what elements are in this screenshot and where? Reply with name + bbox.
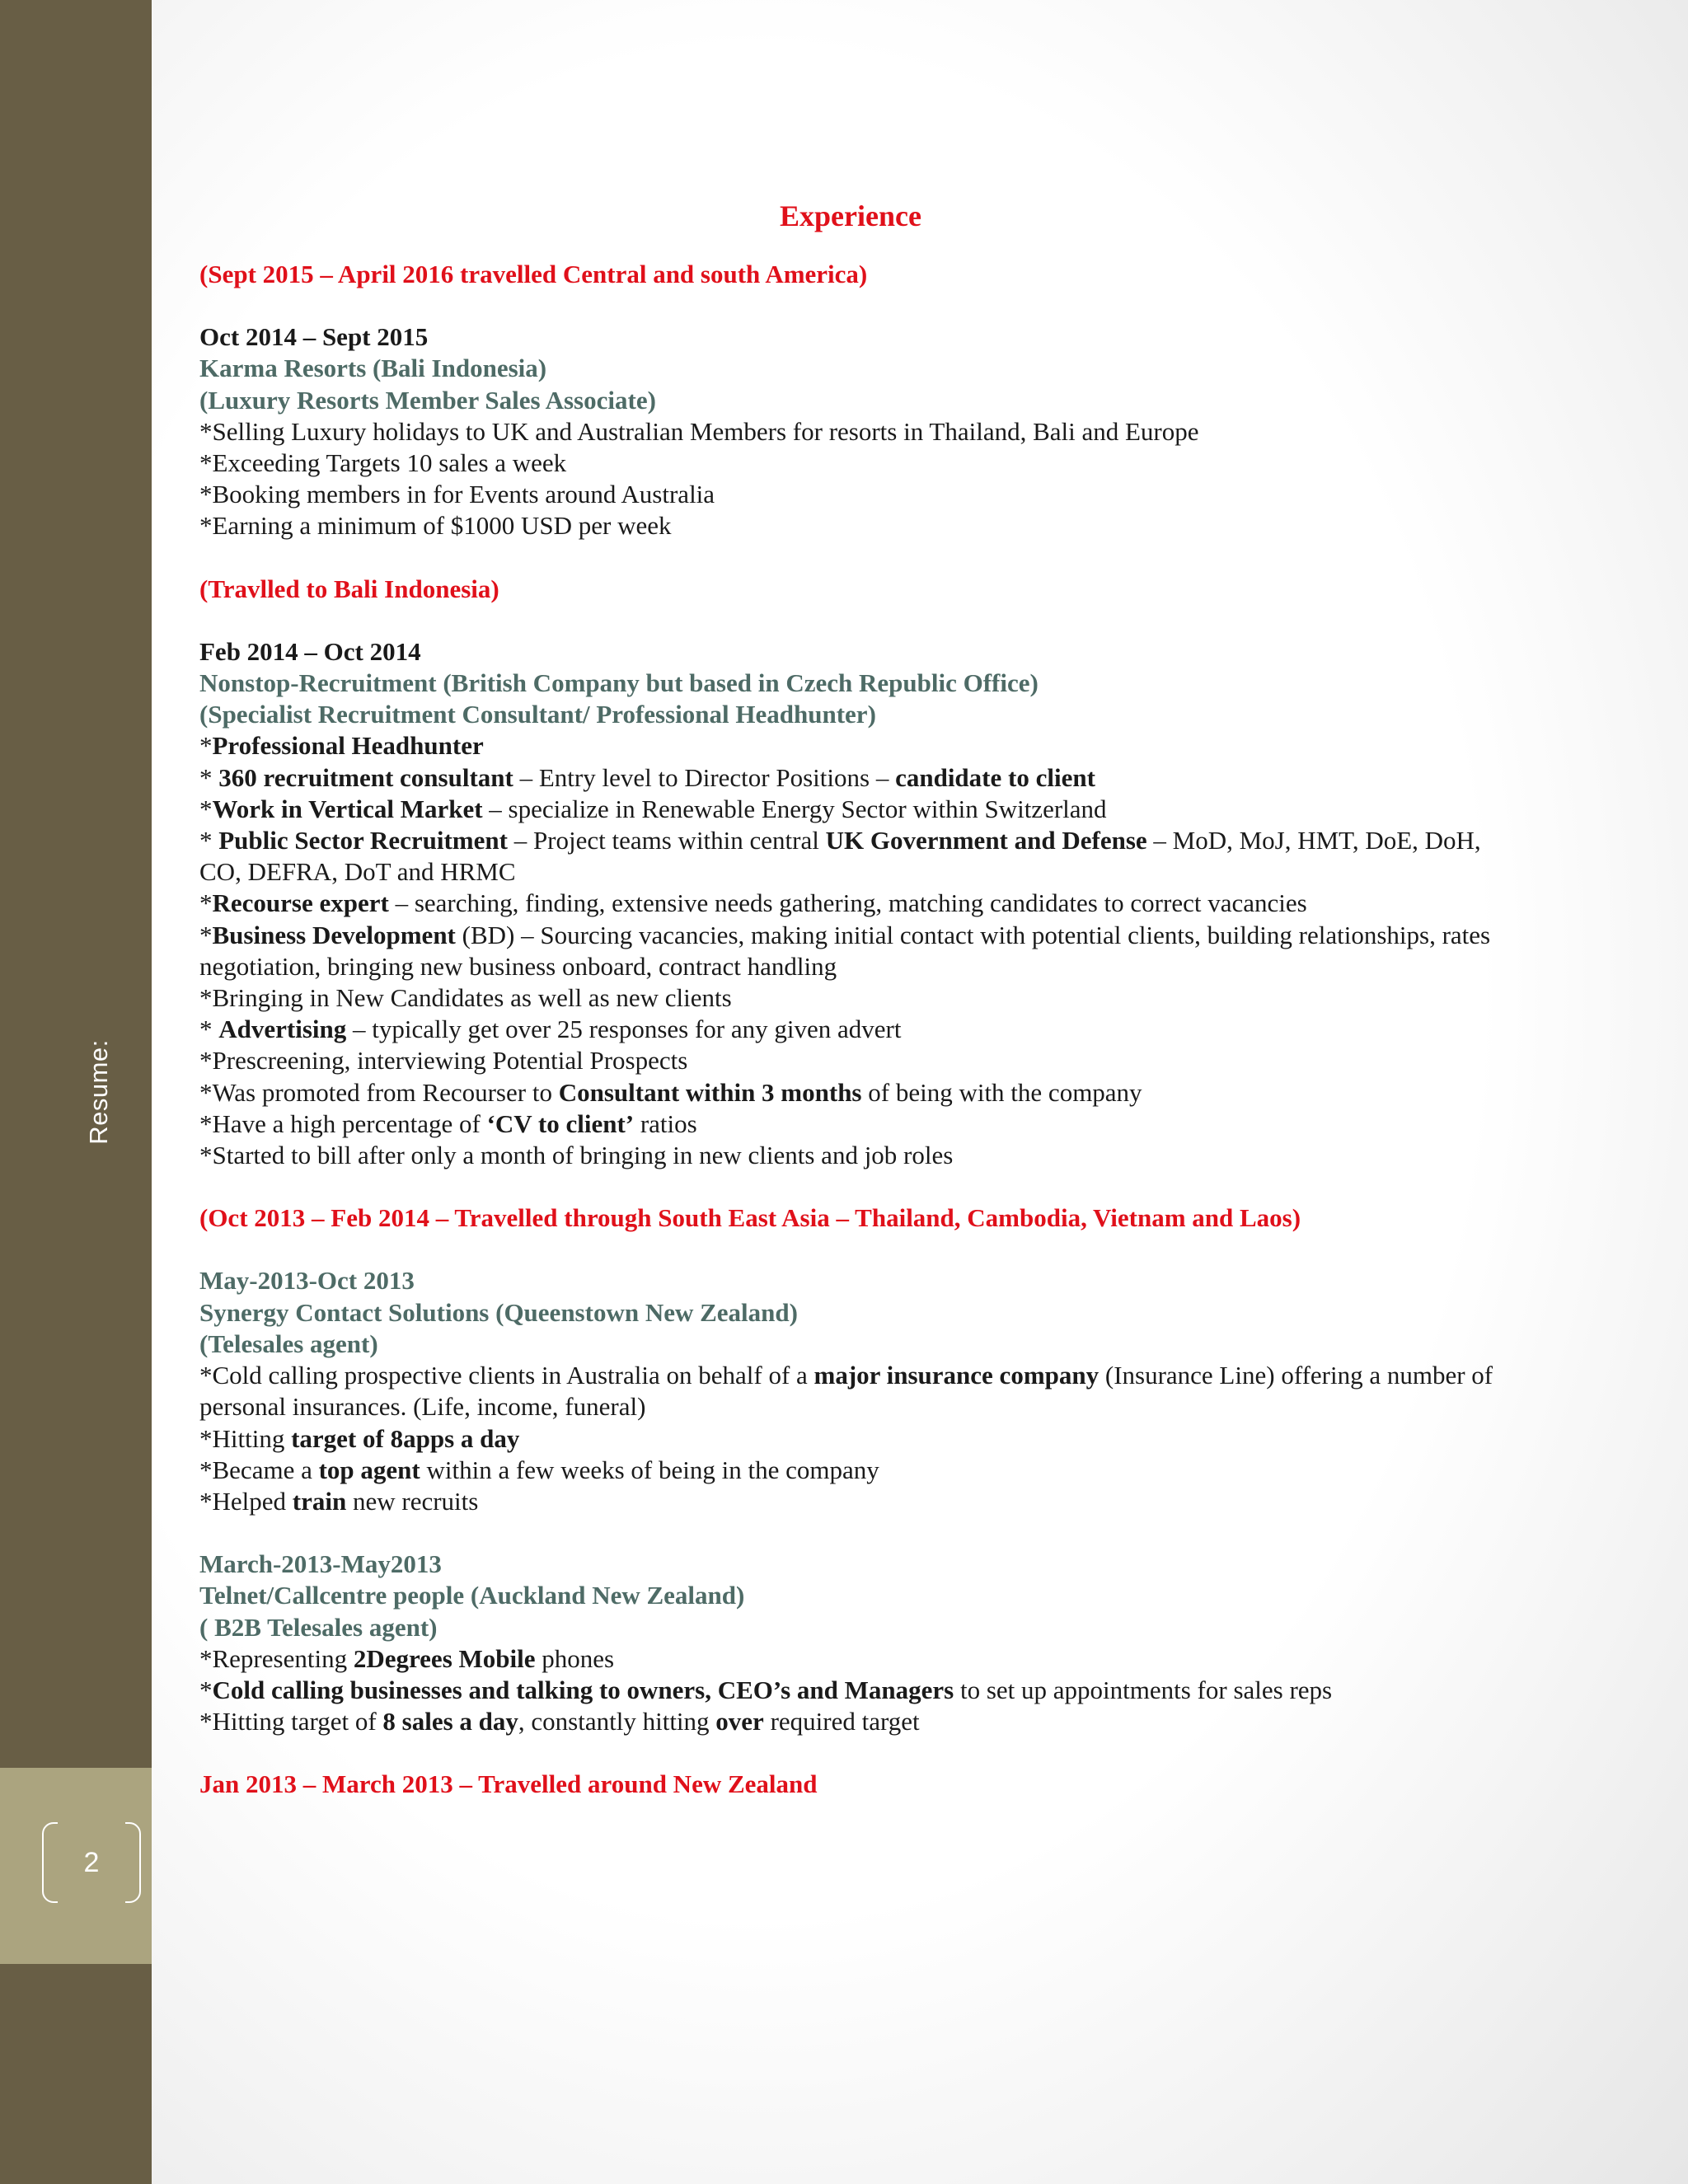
job-bullet: *Cold calling businesses and talking to owners, CEO’s and Managers to set up appointments for sales reps [199,1675,1333,1704]
job-dates: March-2013-May2013 [199,1549,442,1579]
job-bullet: * Public Sector Recruitment – Project teams within central UK Government and Defense – MoD, MoJ, HMT, DoE, DoH, CO, DEFRA, DoT and HRMC [199,826,1481,887]
job-bullet: *Have a high percentage of ‘CV to client’ ratios [199,1108,697,1138]
job-bullet: *Was promoted from Recourser to Consultant within 3 months of being with the company [199,1077,1142,1107]
job-bullet: *Bringing in New Candidates as well as new clients [199,983,732,1013]
job-bullet: *Business Development (BD) – Sourcing vacancies, making initial contact with potential clients, building relationships, rates negotiation, bringing new business onboard, contract handling [199,920,1491,981]
page-number: 2 [83,1847,100,1878]
job-bullet: *Work in Vertical Market – specialize in Renewable Energy Sector within Switzerland [199,794,1107,823]
job-bullet: *Exceeding Targets 10 sales a week [199,448,567,478]
job-bullet: *Became a top agent within a few weeks of being in the company [199,1455,879,1484]
section-heading: Experience [780,199,921,232]
job-company: Synergy Contact Solutions (Queenstown New Zealand) [199,1297,798,1327]
job-bullet: *Representing 2Degrees Mobile phones [199,1643,615,1673]
job-role: (Specialist Recruitment Consultant/ Professional Headhunter) [199,700,876,729]
resume-content [199,190,1502,1801]
job-company: Telnet/Callcentre people (Auckland New Zealand) [199,1581,745,1610]
job-role: (Luxury Resorts Member Sales Associate) [199,385,656,415]
job-bullet: *Started to bill after only a month of bringing in new clients and job roles [199,1141,954,1170]
job-company: Karma Resorts (Bali Indonesia) [199,354,547,383]
job-dates: May-2013-Oct 2013 [199,1266,415,1296]
job-dates: Feb 2014 – Oct 2014 [199,636,421,666]
job-bullet: *Helped train new recruits [199,1486,479,1516]
job-dates: Oct 2014 – Sept 2015 [199,322,429,352]
travel-note: Jan 2013 – March 2013 – Travelled around New Zealand [199,1769,818,1799]
job-role: ( B2B Telesales agent) [199,1612,438,1642]
job-bullet: *Booking members in for Events around Australia [199,480,715,509]
job-bullet: * Advertising – typically get over 25 responses for any given advert [199,1015,902,1044]
job-bullet: *Cold calling prospective clients in Australia on behalf of a major insurance company (Insurance Line) offering a number of personal insurances. (Life, income, funeral) [199,1361,1493,1422]
job-bullet: *Selling Luxury holidays to UK and Australian Members for resorts in Thailand, Bali and Europe [199,416,1199,446]
job-bullet: * 360 recruitment consultant – Entry level to Director Positions – candidate to client [199,762,1095,792]
job-bullet: *Earning a minimum of $1000 USD per week [199,511,672,541]
travel-note: (Sept 2015 – April 2016 travelled Central and south America) [199,260,868,288]
sidebar-title: Resume: [84,1039,113,1145]
job-role: (Telesales agent) [199,1329,378,1358]
travel-note: (Travlled to Bali Indonesia) [199,574,499,603]
job-company: Nonstop-Recruitment (British Company but based in Czech Republic Office) [199,668,1039,698]
job-bullet: *Prescreening, interviewing Potential Prospects [199,1046,688,1076]
job-bullet: *Professional Headhunter [199,731,484,761]
travel-note: (Oct 2013 – Feb 2014 – Travelled through South East Asia – Thailand, Cambodia, Vietnam and Laos) [199,1203,1301,1233]
job-bullet: *Hitting target of 8 sales a day, constantly hitting over required target [199,1707,920,1736]
job-bullet: *Recourse expert – searching, finding, extensive needs gathering, matching candidates to correct vacancies [199,888,1307,918]
job-bullet: *Hitting target of 8apps a day [199,1423,520,1453]
